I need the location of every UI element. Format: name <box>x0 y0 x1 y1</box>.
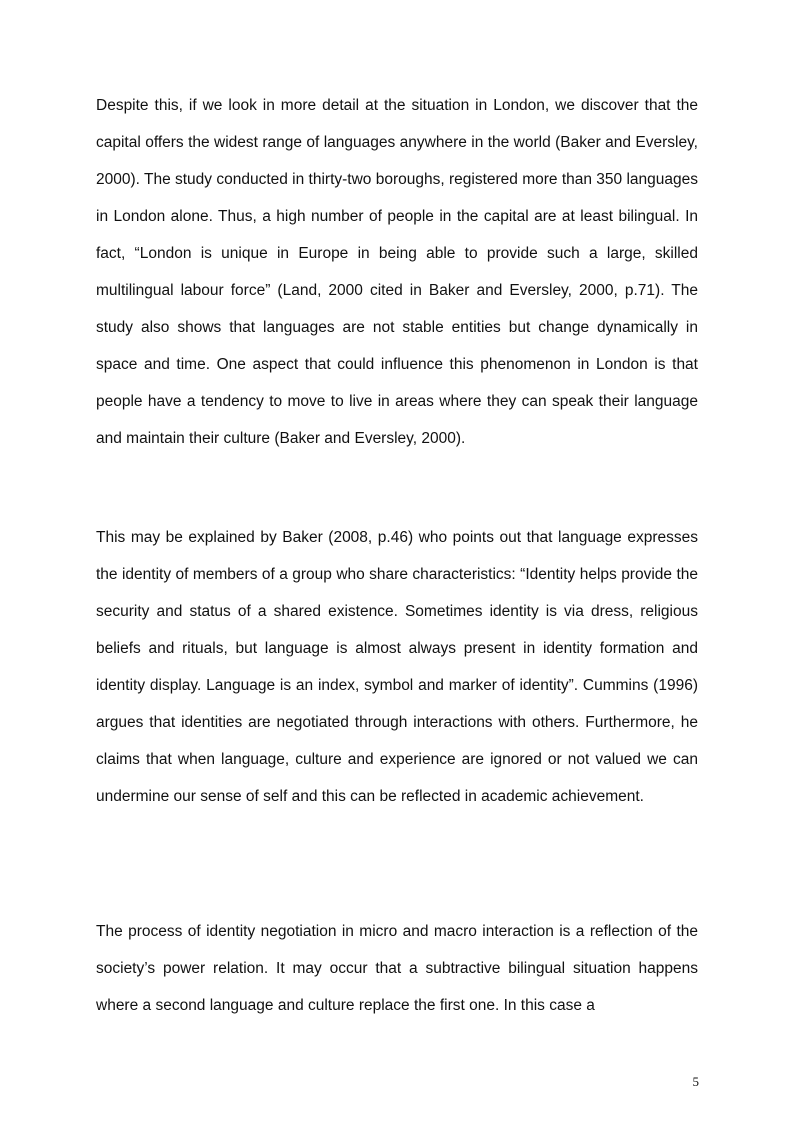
paragraph-identity: This may be explained by Baker (2008, p.46) who points out that language expresses the identity of members of a group who share characteristics: “Identity helps provide the security and status of a shared existence. Sometimes identity is via dress, religious beliefs and rituals, but language is almost always present in identity formation and identity display. Language is an index, symbol and marker of identity”. Cummins (1996) argues that identities are negotiated through interactions with others. Furthermore, he claims that when language, culture and experience are ignored or not valued we can undermine our sense of self and this can be reflected in academic achievement. <box>96 529 698 805</box>
page-number: 5 <box>692 1074 699 1089</box>
paragraph-identity-negotiation: The process of identity negotiation in micro and macro interaction is a reflection of the society’s power relation. It may occur that a subtractive bilingual situation happens where a second language and culture replace the first one. In this case a <box>96 923 698 1014</box>
paragraph-london-languages: Despite this, if we look in more detail at the situation in London, we discover that the capital offers the widest range of languages anywhere in the world (Baker and Eversley, 2000). The study conducted in thirty-two boroughs, registered more than 350 languages in London alone. Thus, a high number of people in the capital are at least bilingual. In fact, “London is unique in Europe in being able to provide such a large, skilled multilingual labour force” (Land, 2000 cited in Baker and Eversley, 2000, p.71). The study also shows that languages are not stable entities but change dynamically in space and time. One aspect that could influence this phenomenon in London is that people have a tendency to move to live in areas where they can speak their language and maintain their culture (Baker and Eversley, 2000). <box>96 97 699 447</box>
